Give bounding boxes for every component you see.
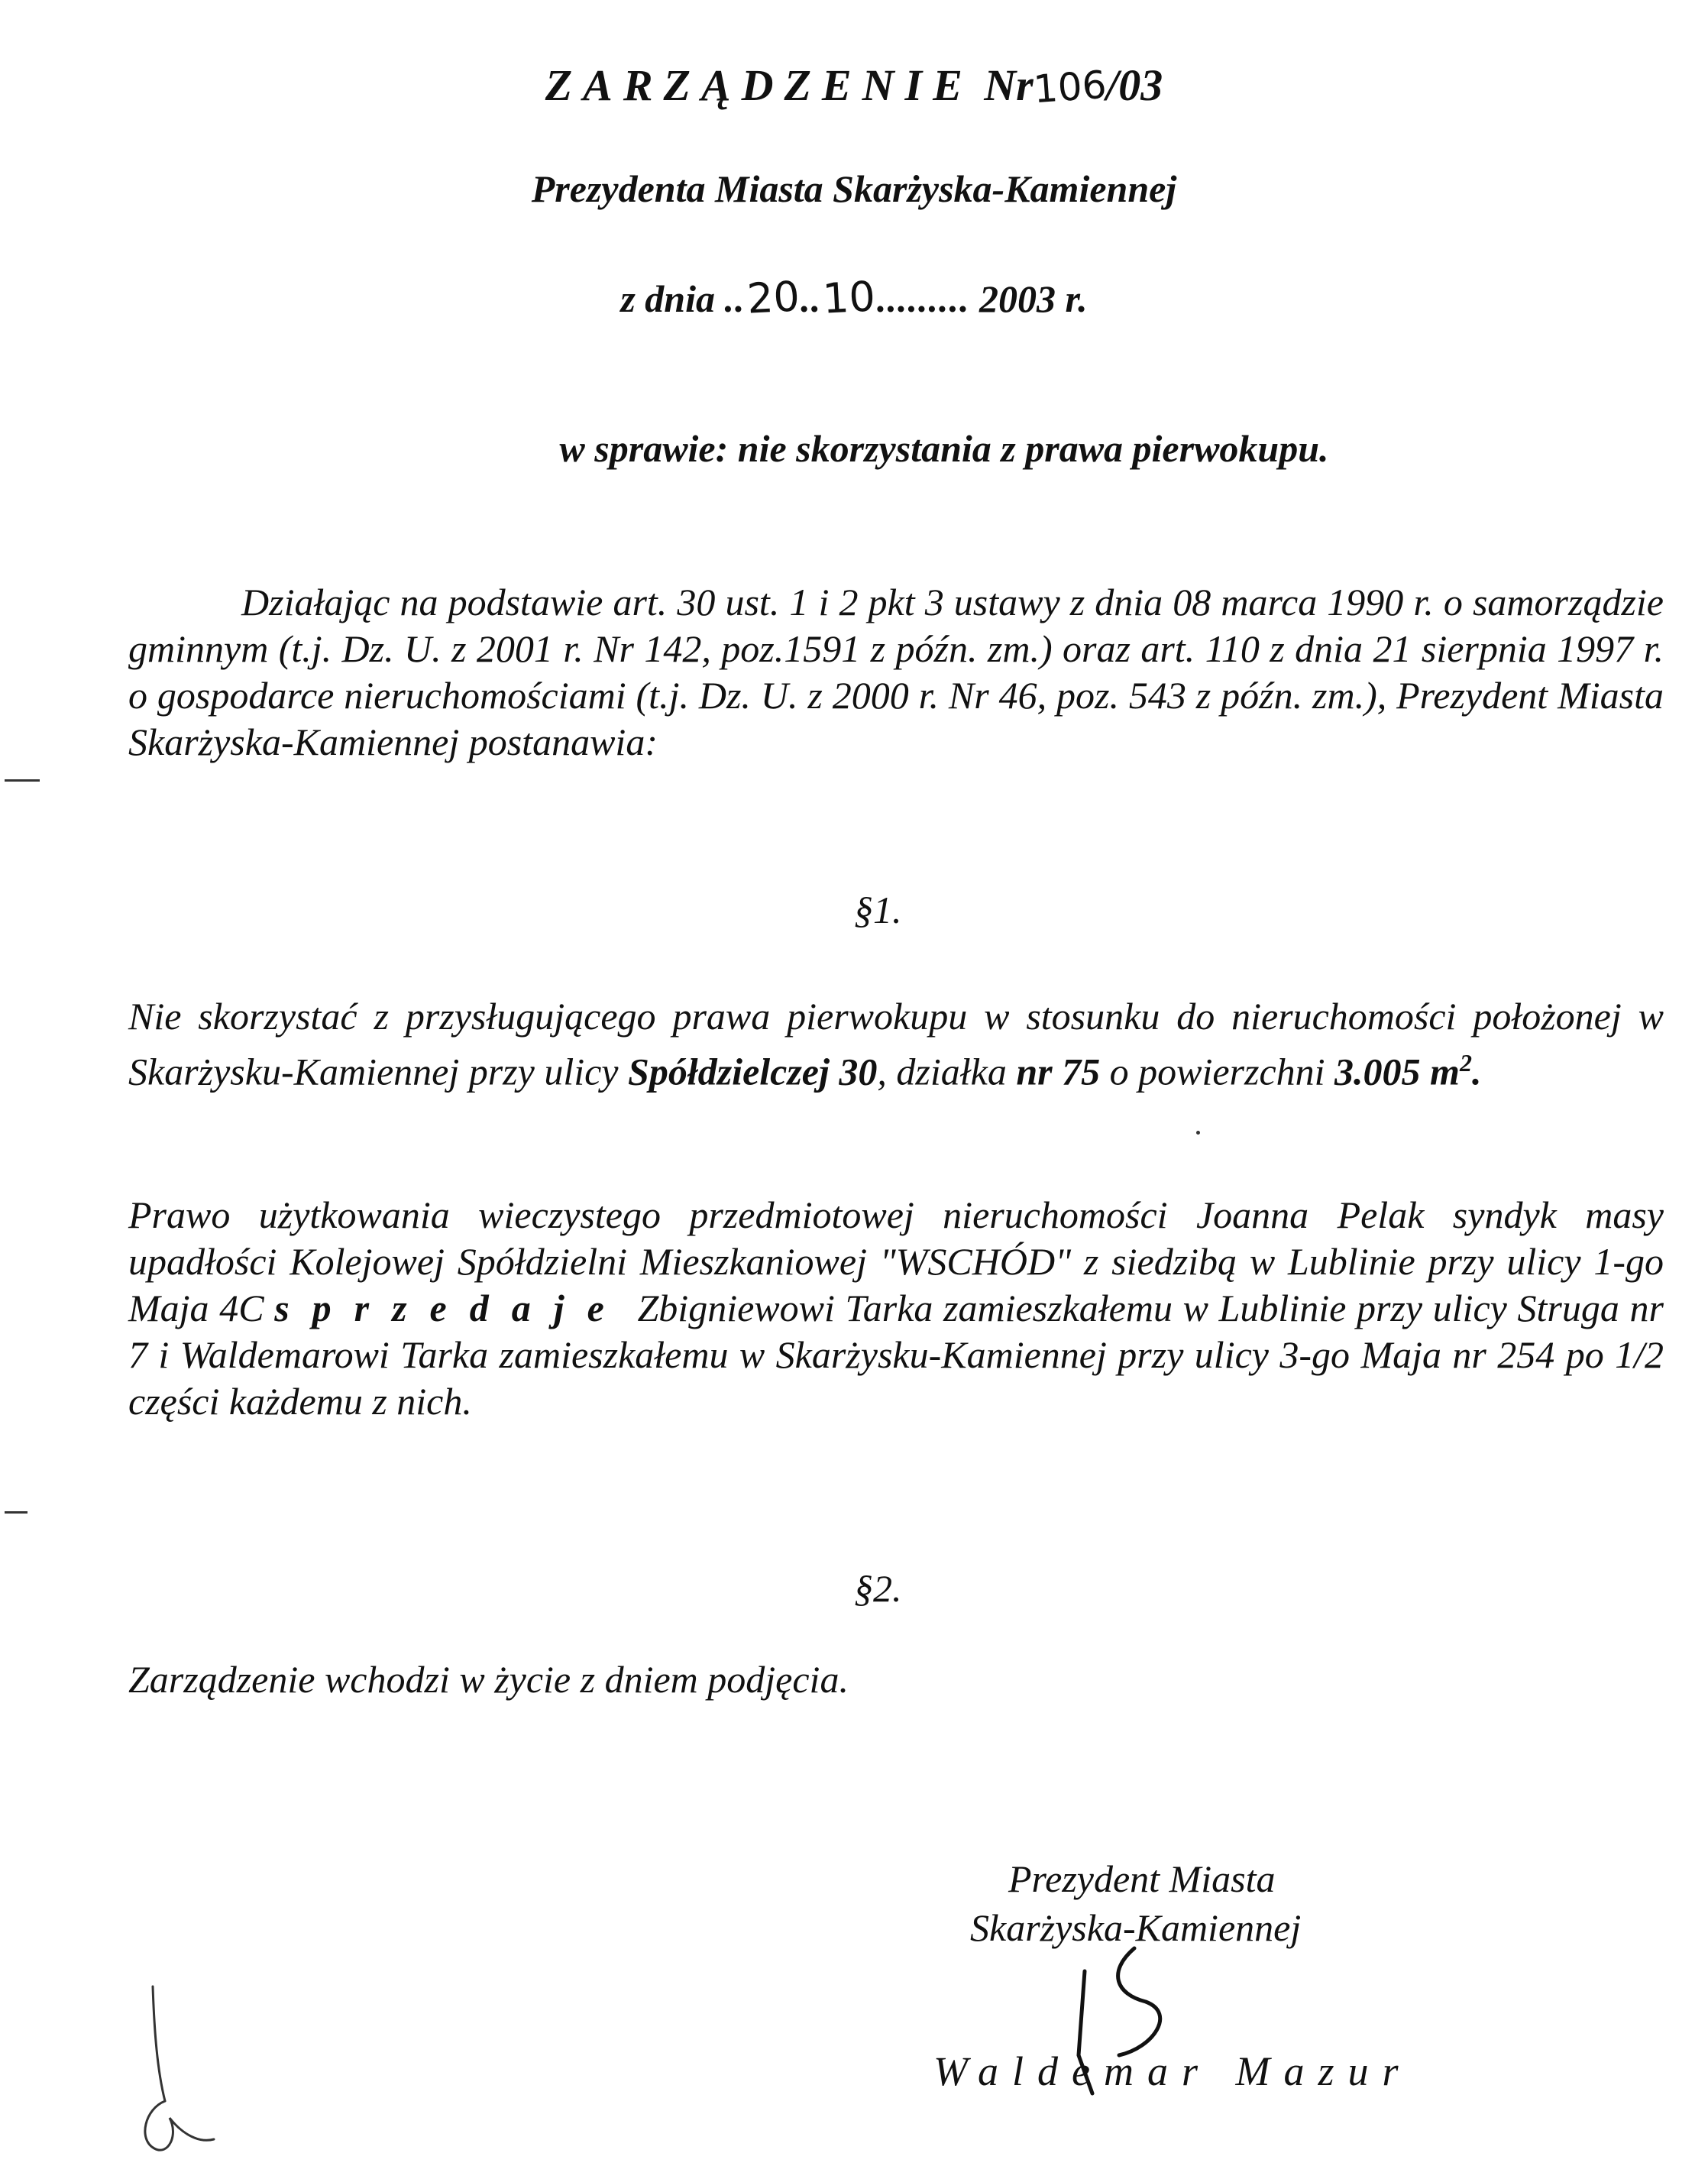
street-name: Spółdzielczej 30 xyxy=(628,1050,878,1093)
document-title xyxy=(0,60,1708,111)
date-prefix: z dnia xyxy=(620,277,716,320)
date-dots: .. xyxy=(801,277,822,320)
document-date xyxy=(0,274,1708,322)
section-2-heading: §2. xyxy=(854,1567,902,1610)
text-run: . xyxy=(1471,1050,1482,1093)
text-run: o powierzchni xyxy=(1100,1050,1335,1093)
handwritten-day: 20 xyxy=(745,272,801,323)
preamble: Działając na podstawie art. 30 ust. 1 i 2 pkt 3 ustawy z dnia 08 marca 1990 r. o samorządzie gminnym (t.j. Dz. U. z 2001 r. Nr 142, poz.1591 z późn. zm.) oraz art. 110 z dnia 21 sierpnia 1997 r. o gospodarce nieruchomościami (t.j. Dz. U. z 2000 r. Nr 46, poz. 543 z późn. zm.), Prezydent Miasta Skarżyska-Kamiennej postanawia: xyxy=(128,581,1664,763)
title-word: ZARZĄDZENIE xyxy=(545,60,973,110)
margin-mark xyxy=(5,1511,27,1514)
signatory-name: Waldemar Mazur xyxy=(933,2048,1412,2094)
plot-number: nr 75 xyxy=(1016,1050,1101,1093)
handwritten-month: 10 xyxy=(821,272,877,323)
date-dots: .. xyxy=(724,277,746,320)
handwritten-initials xyxy=(137,1986,229,2155)
issuer: Prezydenta Miasta Skarżyska-Kamiennej xyxy=(531,167,1177,210)
section-1-heading: §1. xyxy=(854,889,902,931)
text-run: , działka xyxy=(877,1050,1017,1093)
signature-title-line1: Prezydent Miasta xyxy=(1008,1857,1276,1900)
handwritten-signature xyxy=(1062,1941,1184,2093)
verb-spaced: sprzedaje xyxy=(274,1287,627,1329)
margin-mark xyxy=(5,779,40,782)
subject-line: w sprawie: nie skorzystania z prawa pierwokupu. xyxy=(559,427,1329,470)
text-run: Prawo użytkowania wieczystego przedmiotowej nieruchomości Joanna Pelak syndyk masy upadłości Kolejowej Spółdzielni Mieszkaniowej "WSCHÓD" z siedzibą w Lublinie przy ulicy 1-go Maja 4C xyxy=(128,1193,1664,1329)
handwritten-number: 106 xyxy=(1031,62,1108,112)
title-nr: Nr xyxy=(984,60,1034,110)
scan-speck xyxy=(1196,1131,1200,1135)
area-exponent: 2 xyxy=(1459,1049,1472,1077)
section-1-second-paragraph xyxy=(128,1192,1664,1425)
title-year: /03 xyxy=(1106,60,1163,110)
section-1-paragraph xyxy=(128,993,1664,1096)
date-year: 2003 r. xyxy=(979,277,1088,320)
date-dots: ......... xyxy=(876,277,970,320)
section-2-text: Zarządzenie wchodzi w życie z dniem podjęcia. xyxy=(128,1658,849,1701)
signature-title-line2: Skarżyska-Kamiennej xyxy=(970,1906,1302,1949)
text-run: Nie skorzystać z przysługującego prawa pierwokupu w stosunku do nieruchomości położonej w Skarżysku-Kamiennej przy ulicy xyxy=(128,995,1664,1093)
area-value: 3.005 m xyxy=(1334,1050,1460,1093)
text-run: Zbigniewowi Tarka zamieszkałemu w Lublinie przy ulicy Struga nr 7 i Waldemarowi Tarka zamieszkałemu w Skarżysku-Kamiennej przy ulicy 3-go Maja nr 254 po 1/2 części każdemu z nich. xyxy=(128,1287,1664,1423)
